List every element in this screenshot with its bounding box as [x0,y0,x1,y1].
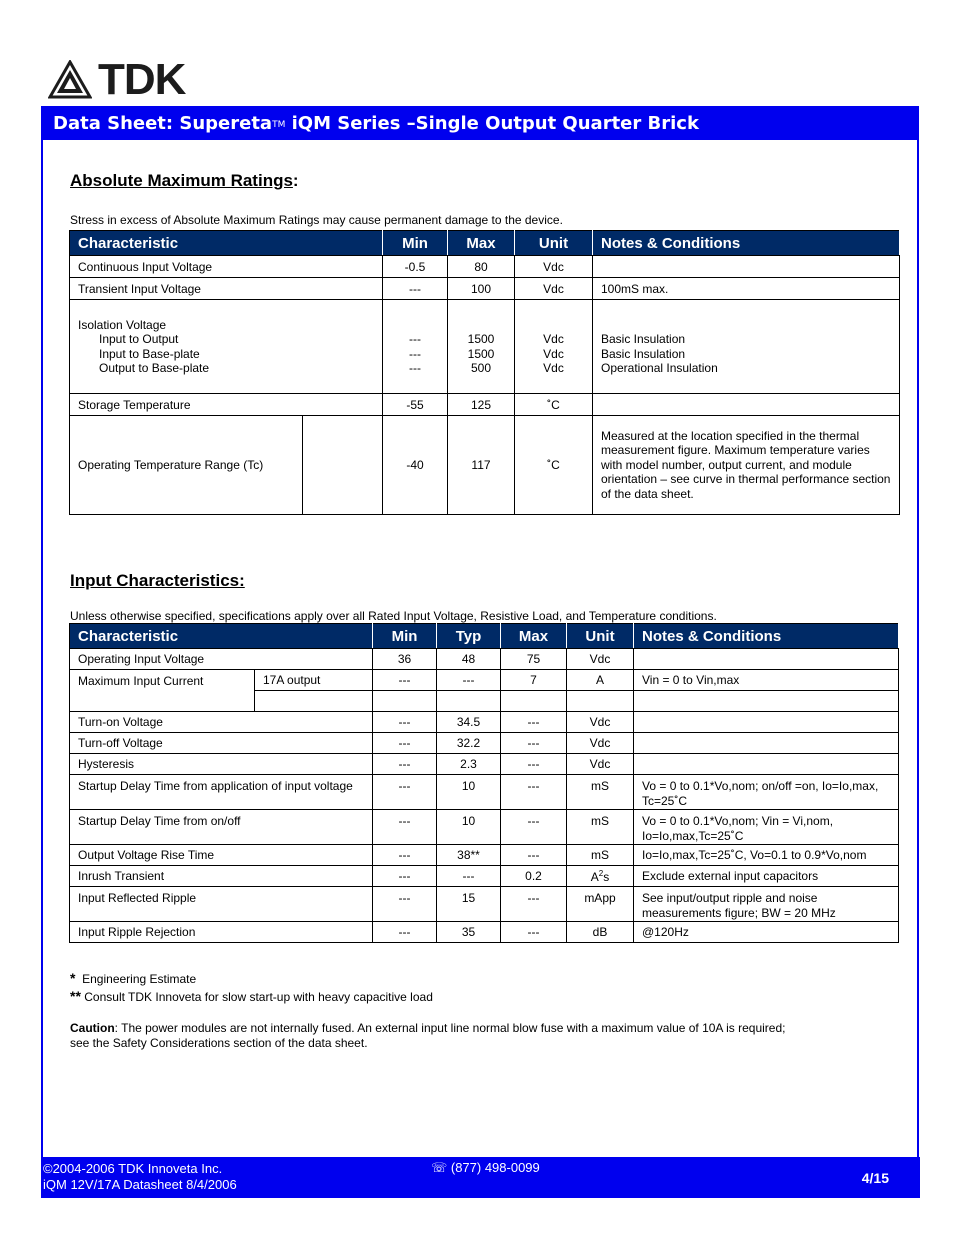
table-row-isolation: Isolation Voltage Input to Output Input to Base-plate Output to Base-plate --- --- --- 1500 1500 500 Vdc Vdc Vdc Basic Insulation Basic Insulation Operational Insulation [70,300,900,394]
amr-header-max: Max [448,231,515,256]
table-row: Startup Delay Time from on/off --- 10 --- mS Vo = 0 to 0.1*Vo,nom; Vin = Vi,nom, Io=Io,max,Tc=25˚C [70,810,899,845]
table-row: Transient Input Voltage --- 100 Vdc 100mS max. [70,278,900,300]
trademark-mark: TM [272,120,286,130]
frame-left-border [41,140,43,1158]
banner-prefix: Data Sheet: Supereta [53,113,273,134]
amr-title: Absolute Maximum Ratings: [70,171,299,190]
amr-header-unit: Unit [515,231,593,256]
ic-header-min: Min [373,624,437,649]
ic-note: Unless otherwise specified, specifications apply over all Rated Input Voltage, Resistive Load, and Temperature conditions. [70,609,717,623]
table-row: Continuous Input Voltage -0.5 80 Vdc [70,256,900,278]
banner-suffix: iQM Series –Single Output Quarter Brick [285,113,699,134]
ic-header-row [70,624,899,649]
ic-title: Input Characteristics: [70,571,245,590]
tdk-triangle-logo-icon [48,60,92,100]
table-row: Output Voltage Rise Time --- 38** --- mS Io=Io,max,Tc=25˚C, Vo=0.1 to 0.9*Vo,nom [70,845,899,866]
amr-note: Stress in excess of Absolute Maximum Ratings may cause permanent damage to the device. [70,213,563,227]
ic-header-characteristic: Characteristic [70,624,373,649]
tdk-logo [48,55,186,104]
caution-note: Caution: The power modules are not internally fused. An external input line normal blow fuse with a maximum value of 10A is required; see the Safety Considerations section of the data sheet. [70,1021,786,1050]
ic-header-typ: Typ [437,624,501,649]
table-row: Hysteresis --- 2.3 --- Vdc [70,754,899,775]
table-row: Inrush Transient --- --- 0.2 $A^2s$ Exclude external input capacitors [70,866,899,887]
table-row: Input Ripple Rejection --- 35 --- dB @120Hz [70,922,899,943]
amr-header-row [70,231,900,256]
footer-phone: ☏ (877) 498-0099 [431,1160,540,1175]
amr-header-min: Min [383,231,448,256]
logo-text: TDK [98,55,186,104]
table-row: Maximum Input Current 17A output --- --- 7 A Vin = 0 to Vin,max [70,670,899,691]
footer-doc-id: iQM 12V/17A Datasheet 8/4/2006 [43,1177,237,1192]
ic-header-max: Max [501,624,567,649]
footnote-engineering-estimate: * Engineering Estimate [70,970,197,986]
footnote-slow-startup: ** Consult TDK Innoveta for slow start-up with heavy capacitive load [70,988,433,1004]
table-row: Turn-on Voltage --- 34.5 --- Vdc [70,712,899,733]
footer-page-number: 4/15 [861,1170,889,1186]
table-row: Turn-off Voltage --- 32.2 --- Vdc [70,733,899,754]
ic-header-notes: Notes & Conditions [634,624,899,649]
table-row: Storage Temperature -55 125 ˚C [70,394,900,416]
ic-header-unit: Unit [567,624,634,649]
table-row: Operating Temperature Range (Tc) -40 117 ˚C Measured at the location specified in the thermal measurement figure. Maximum temperature varies with model number, output current, and module orientation – see curve in thermal performance section of the data sheet. [70,416,900,515]
frame-right-border [917,140,919,1158]
document-title-banner [41,106,919,140]
amr-header-notes: Notes & Conditions [593,231,900,256]
table-row: Operating Input Voltage 36 48 75 Vdc [70,649,899,670]
footer-copyright: ©2004-2006 TDK Innoveta Inc. [43,1161,223,1176]
table-row: Input Reflected Ripple --- 15 --- mApp See input/output ripple and noise measurements figure; BW = 20 MHz [70,887,899,922]
amr-header-characteristic: Characteristic [70,231,383,256]
amr-table [69,230,900,515]
ic-table [69,623,899,943]
table-row: Startup Delay Time from application of input voltage --- 10 --- mS Vo = 0 to 0.1*Vo,nom; on/off =on, Io=Io,max, Tc=25˚C [70,775,899,810]
page-footer [41,1157,920,1198]
